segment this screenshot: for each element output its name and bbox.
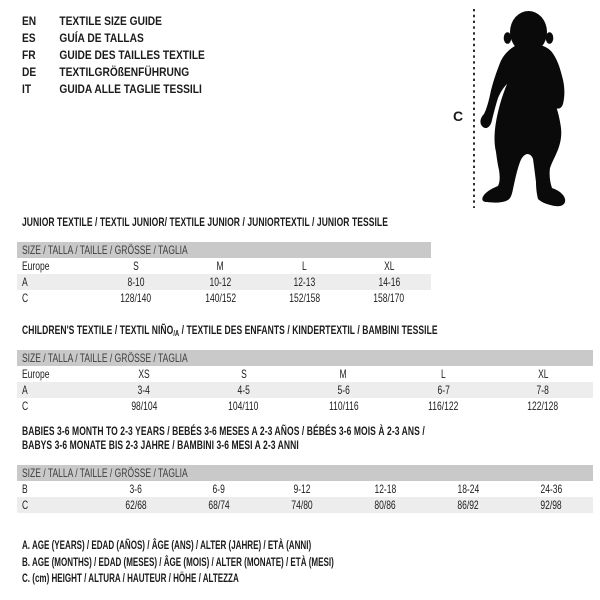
- value-cell: XS: [138, 367, 150, 381]
- value-cell: 4-5: [237, 383, 250, 397]
- value-cell: 74/80: [291, 498, 313, 512]
- row-label-cell: A: [22, 383, 28, 397]
- value-cell: 6-7: [437, 383, 450, 397]
- value-cell: 158/170: [373, 291, 405, 305]
- babies-table-title: [22, 424, 425, 452]
- value-cell: 86/92: [457, 498, 479, 512]
- value-cell: 116/122: [428, 399, 459, 413]
- language-row: [22, 81, 205, 98]
- table-row: [17, 382, 593, 398]
- value-cell: 9-12: [293, 482, 311, 496]
- row-label-cell: Europe: [22, 367, 50, 381]
- value-cell: 92/98: [540, 498, 563, 512]
- size-header-bar: [17, 242, 431, 258]
- language-row: [22, 64, 205, 81]
- language-code: ES: [22, 31, 36, 45]
- value-cell: 14-16: [377, 275, 400, 289]
- toddler-silhouette-icon: [480, 11, 565, 206]
- value-cell: S: [240, 367, 247, 381]
- value-cell: L: [302, 259, 307, 273]
- value-cell: 8-10: [127, 275, 145, 289]
- children-title-subscript: /A: [173, 329, 180, 338]
- value-cell: S: [133, 259, 139, 273]
- value-cell: 62/68: [124, 498, 147, 512]
- value-cell: 18-24: [457, 482, 480, 496]
- table-row: [17, 274, 431, 290]
- children-size-table: [17, 366, 593, 414]
- legend-row-b: B. AGE (MONTHS) / EDAD (MESES) / ÂGE (MOIS) / ALTER (MONATE) / ETÀ (MESI): [22, 554, 334, 569]
- junior-table-title: JUNIOR TEXTILE / TEXTIL JUNIOR/ TEXTILE JUNIOR / JUNIORTEXTIL / JUNIOR TESSILE: [22, 215, 388, 229]
- language-code: DE: [22, 65, 37, 79]
- language-title-list: [22, 13, 237, 98]
- table-row: [17, 481, 593, 497]
- table-row: [17, 366, 593, 382]
- legend-row-c: C. (cm) HEIGHT / ALTURA / HAUTEUR / HÖHE / ALTEZZA: [22, 571, 239, 585]
- language-row: [22, 13, 205, 30]
- value-cell: 12-13: [293, 275, 316, 289]
- toddler-figure: [430, 0, 600, 220]
- value-cell: 10-12: [209, 275, 232, 289]
- row-label-cell: C: [22, 498, 29, 512]
- height-label: C: [453, 108, 464, 124]
- language-title: GUIDA ALLE TAGLIE TESSILI: [59, 82, 202, 96]
- value-cell: 152/158: [289, 291, 321, 305]
- legend-row-a: A. AGE (YEARS) / EDAD (AÑOS) / ÂGE (ANS) / ALTER (JAHRE) / ETÀ (ANNI): [22, 538, 312, 552]
- value-cell: 24-36: [540, 482, 563, 496]
- value-cell: 98/104: [130, 399, 157, 413]
- language-row: [22, 47, 205, 64]
- value-cell: 122/128: [527, 399, 559, 413]
- size-header-bar: [17, 465, 593, 481]
- row-label-cell: A: [22, 275, 28, 289]
- value-cell: XL: [383, 259, 395, 273]
- language-code: IT: [22, 82, 32, 96]
- size-header-label: SIZE / TALLA / TAILLE / GRÖSSE / TAGLIA: [22, 466, 188, 480]
- babies-size-table: [17, 481, 593, 513]
- value-cell: 7-8: [536, 383, 550, 397]
- value-cell: XL: [537, 367, 549, 381]
- language-code: FR: [22, 48, 36, 62]
- value-cell: 6-9: [212, 482, 225, 496]
- value-cell: 104/110: [228, 399, 259, 413]
- table-row: [17, 258, 431, 274]
- language-title: TEXTILGRÖßENFÜHRUNG: [59, 65, 190, 79]
- size-header-bar: [17, 350, 593, 366]
- row-label-cell: Europe: [22, 259, 50, 273]
- value-cell: 3-6: [129, 482, 142, 496]
- language-title: TEXTILE SIZE GUIDE: [59, 14, 162, 28]
- junior-size-table: [17, 258, 431, 306]
- size-header-label: SIZE / TALLA / TAILLE / GRÖSSE / TAGLIA: [22, 351, 188, 365]
- value-cell: M: [216, 259, 224, 273]
- language-title: GUÍA DE TALLAS: [59, 31, 144, 45]
- table-row: [17, 398, 593, 414]
- value-cell: 128/140: [120, 291, 152, 305]
- value-cell: 3-4: [137, 383, 151, 397]
- babies-title-line1: BABIES 3-6 MONTH TO 2-3 YEARS / BEBÉS 3-6 MESES A 2-3 AÑOS / BÉBÉS 3-6 MOIS À 2-3 ANS /: [22, 424, 425, 438]
- value-cell: M: [339, 367, 348, 381]
- babies-table-section: [17, 465, 593, 513]
- value-cell: 68/74: [208, 498, 230, 512]
- row-label-cell: C: [22, 399, 29, 413]
- row-label-cell: C: [22, 291, 29, 305]
- language-code: EN: [22, 14, 37, 28]
- size-header-label: SIZE / TALLA / TAILLE / GRÖSSE / TAGLIA: [22, 243, 188, 257]
- value-cell: 5-6: [337, 383, 350, 397]
- junior-table-section: [17, 242, 431, 306]
- measurement-legend: [22, 537, 487, 587]
- children-table-section: [17, 350, 593, 414]
- language-row: [22, 30, 205, 47]
- children-title-text: CHILDREN'S TEXTILE / TEXTIL NIÑO: [22, 323, 174, 337]
- language-title: GUIDE DES TAILLES TEXTILE: [59, 48, 205, 62]
- table-row: [17, 290, 431, 306]
- children-title-text: / TEXTILE DES ENFANTS / KINDERTEXTIL / BAMBINI TESSILE: [179, 323, 438, 337]
- value-cell: 80/86: [374, 498, 396, 512]
- children-table-title: [22, 323, 438, 341]
- table-row: [17, 497, 593, 513]
- value-cell: 140/152: [204, 291, 236, 305]
- row-label-cell: B: [22, 482, 28, 496]
- value-cell: 110/116: [328, 399, 359, 413]
- babies-title-line2: BABYS 3-6 MONATE BIS 2-3 JAHRE / BAMBINI 3-6 MESI A 2-3 ANNI: [22, 438, 299, 452]
- value-cell: L: [440, 367, 446, 381]
- value-cell: 12-18: [374, 482, 396, 496]
